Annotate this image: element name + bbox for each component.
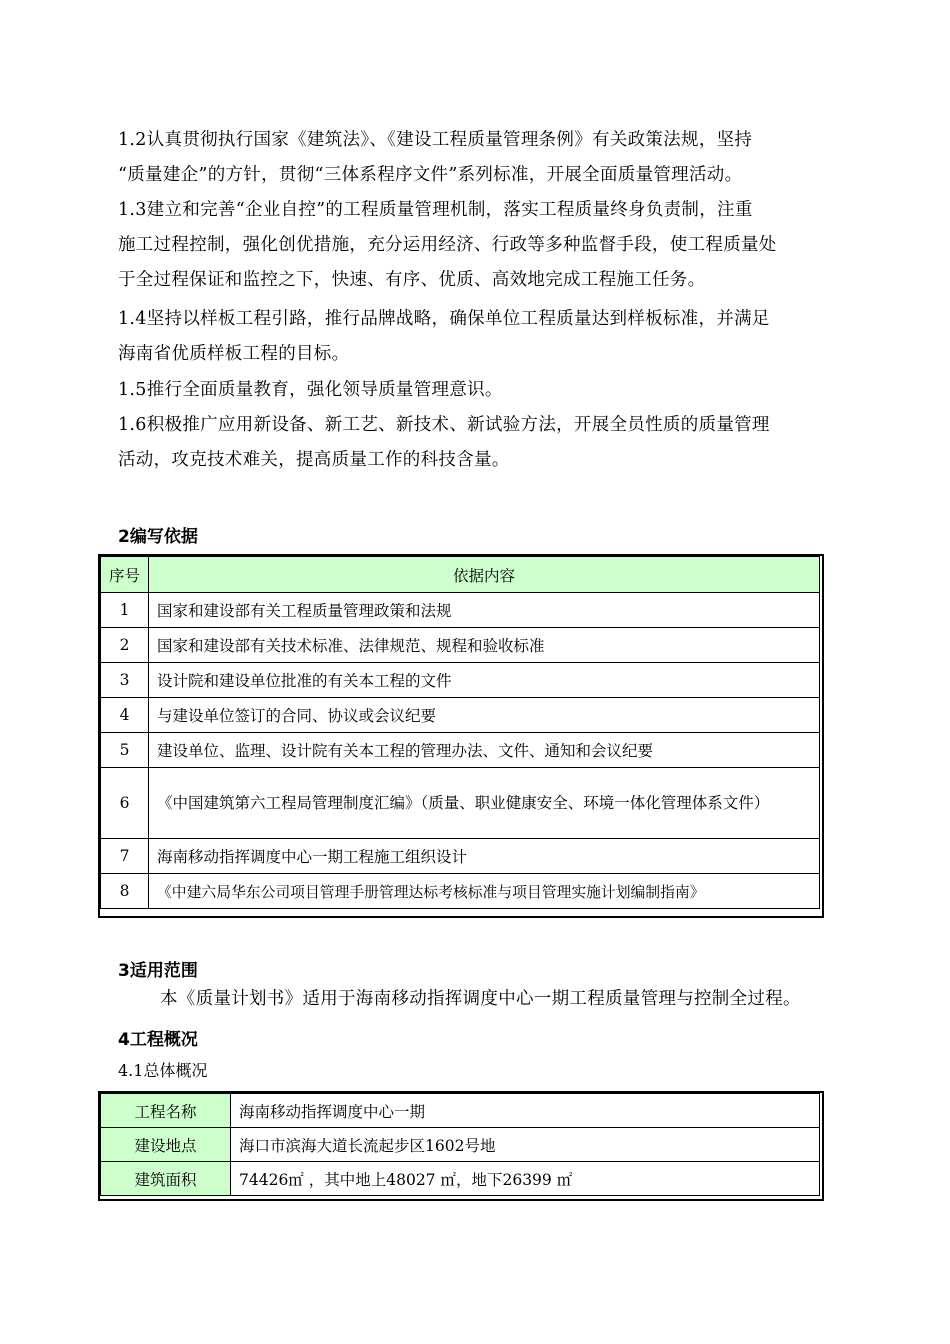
text-line: 1.5推行全面质量教育，强化领导质量管理意识。 — [118, 380, 503, 400]
paragraph-1-2 — [118, 123, 838, 193]
row-value: 海南移动指挥调度中心一期 — [231, 1094, 820, 1128]
column-header-no: 序号 — [101, 557, 149, 593]
table-row — [101, 593, 820, 628]
row-no: 8 — [101, 874, 149, 909]
text-line: 于全过程保证和监控之下，快速、有序、优质、高效地完成工程施工任务。 — [118, 270, 706, 290]
table-row — [101, 628, 820, 663]
overview-table — [100, 1093, 820, 1196]
text-line: “质量建企”的方针，贯彻“三体系程序文件”系列标准，开展全面质量管理活动。 — [118, 165, 743, 185]
text-line: 1.6积极推广应用新设备、新工艺、新技术、新试验方法，开展全员性质的质量管理 — [118, 415, 770, 435]
text-line: 1.4坚持以样板工程引路，推行品牌战略，确保单位工程质量达到样板标准，并满足 — [118, 309, 770, 329]
row-text: 海南移动指挥调度中心一期工程施工组织设计 — [149, 839, 820, 874]
section-4-1-subtitle: 4.1总体概况 — [118, 1061, 208, 1080]
text-line: 施工过程控制，强化创优措施，充分运用经济、行政等多种监督手段，使工程质量处 — [118, 235, 777, 255]
section-3-title: 3适用范围 — [118, 961, 198, 981]
row-label: 工程名称 — [101, 1094, 231, 1128]
row-no: 2 — [101, 628, 149, 663]
column-header-content: 依据内容 — [149, 557, 820, 593]
table-row — [101, 1162, 820, 1196]
table-row — [101, 663, 820, 698]
row-no: 1 — [101, 593, 149, 628]
row-no: 4 — [101, 698, 149, 733]
row-text: 建设单位、监理、设计院有关本工程的管理办法、文件、通知和会议纪要 — [149, 733, 820, 768]
table-row — [101, 874, 820, 909]
table-header-row — [101, 557, 820, 593]
row-no: 7 — [101, 839, 149, 874]
row-value: 海口市滨海大道长流起步区1602号地 — [231, 1128, 820, 1162]
paragraph-1-6 — [118, 408, 838, 478]
row-text: 国家和建设部有关工程质量管理政策和法规 — [149, 593, 820, 628]
basis-table — [100, 556, 820, 909]
row-text: 国家和建设部有关技术标准、法律规范、规程和验收标准 — [149, 628, 820, 663]
row-text: 《中建六局华东公司项目管理手册管理达标考核标准与项目管理实施计划编制指南》 — [149, 874, 820, 909]
row-no: 6 — [101, 768, 149, 839]
row-text: 与建设单位签订的合同、协议或会议纪要 — [149, 698, 820, 733]
text-line: 1.3建立和完善“企业自控”的工程质量管理机制，落实工程质量终身负责制，注重 — [118, 200, 753, 220]
section-2-title: 2编写依据 — [118, 527, 198, 547]
table-row — [101, 1128, 820, 1162]
table-row — [101, 698, 820, 733]
row-no: 3 — [101, 663, 149, 698]
section-3-body: 本《质量计划书》适用于海南移动指挥调度中心一期工程质量管理与控制全过程。 — [160, 989, 801, 1009]
paragraph-1-4 — [118, 302, 838, 372]
row-label: 建筑面积 — [101, 1162, 231, 1196]
row-value: 74426㎡ ，其中地上48027 ㎡，地下26399 ㎡ — [231, 1162, 820, 1196]
paragraph-1-5 — [118, 373, 838, 408]
row-no: 5 — [101, 733, 149, 768]
table-row — [101, 733, 820, 768]
paragraph-1-3 — [118, 193, 838, 298]
row-text: 《中国建筑第六工程局管理制度汇编》（质量、职业健康安全、环境一体化管理体系文件） — [149, 768, 820, 839]
text-line: 海南省优质样板工程的目标。 — [118, 344, 350, 364]
table-row — [101, 768, 820, 839]
table-row — [101, 839, 820, 874]
row-label: 建设地点 — [101, 1128, 231, 1162]
text-line: 活动，攻克技术难关，提高质量工作的科技含量。 — [118, 450, 510, 470]
row-text: 设计院和建设单位批准的有关本工程的文件 — [149, 663, 820, 698]
section-4-title: 4工程概况 — [118, 1030, 198, 1050]
text-line: 1.2认真贯彻执行国家《建筑法》、《建设工程质量管理条例》有关政策法规，坚持 — [118, 130, 753, 150]
table-row — [101, 1094, 820, 1128]
